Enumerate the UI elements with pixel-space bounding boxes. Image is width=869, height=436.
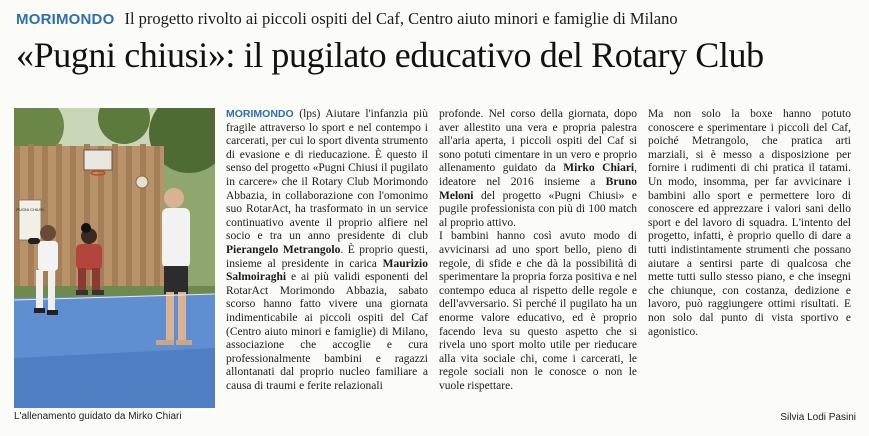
paragraph-1 xyxy=(226,108,428,393)
article-column-2 xyxy=(439,108,637,393)
paragraph-1-text-d: , xyxy=(634,162,637,175)
person-name: Bruno xyxy=(605,175,637,188)
dateline: MORIMONDO xyxy=(226,108,294,120)
person-name: Meloni xyxy=(439,189,474,202)
headline: «Pugni chiusi»: il pugilato educativo del Rotary Club xyxy=(16,35,764,75)
paragraph-1-text-d: ideatore nel 2016 insieme a xyxy=(439,175,596,188)
agency-tag: (lps) xyxy=(299,108,321,120)
training-photo xyxy=(14,108,215,408)
person-name: Chiari xyxy=(602,162,635,175)
person-name: Pierangelo Metrangolo xyxy=(226,243,341,256)
section-tag: MORIMONDO xyxy=(16,11,115,28)
paragraph-1-text-b: . È proprio questi, insieme al presidente in carica xyxy=(226,243,428,270)
person-name: Maurizio Salmoiraghi xyxy=(226,257,429,284)
paragraph-1-text-c: e ai più validi esponenti del RotarAct Morimondo Abbazia, sabato scorso hanno fatto vivere una giornata indimenticabile ai piccoli ospiti del Caf (Centro aiuto minori e famiglie) di Milano, associazione che accoglie e cura professionalmente bambini e ragazzi allontanati dal proprio nucleo familiare a causa di traumi e ferite relazionali xyxy=(226,271,428,392)
paragraph-3: Ma non solo la boxe hanno potuto conoscere e sperimentare i piccoli del Caf, poiché Metrangolo, che pratica arti marziali, si è messo a disposizione per fornire i rudimenti di chi pratica il tatami. Un modo, insomma, per far avvicinare i bambini allo sport e permettere loro di conoscere ed apprezzare i valori sani dello sport e del lavoro di squadra. L'intento del progetto, infatti, è proprio quello di dare a tutti indistintamente strumenti che possano aiutare a sentirsi parte di qualcosa che mette tutti sullo stesso piano, e che insegni che chiunque, con costanza, dedizione e lavoro, può raggiungere ottimi risultati. E non solo dal punto di vista sportivo e agonistico. xyxy=(648,108,851,338)
paragraph-1-text-e: progetto «Pugni Chiusi» e pugile professionista con più di 100 match al proprio attivo. xyxy=(439,189,638,229)
paragraph-1-text-a: Aiutare l'infanzia più fragile attraverso lo sport e nel contempo i carcerati, per cui lo sport diventa strumento di evasione e di rieducazione. È questo il senso del progetto «Pugni Chiusi il pugilato in carcere» che il Rotary Club Morimondo Abbazia, in collaborazione con l'omonimo suo RotarAct, ha trasformato in un service continuativo avente il proprio alfiere nel socio e tra un anno presidente di club xyxy=(226,108,428,243)
byline: Silvia Lodi Pasini xyxy=(780,412,856,423)
paragraph-1 xyxy=(439,108,637,230)
person-name: Mirko xyxy=(563,162,595,175)
kicker-text: Il progetto rivolto ai piccoli ospiti del Caf, Centro aiuto minori e famiglie di Milano xyxy=(124,9,678,28)
paragraph-1-text-c: profonde. Nel corso della giornata, dopo aver allestito una vera e propria palestra all'aria aperta, i piccoli ospiti del Caf si sono potuti cimentare in un vero e proprio allenamento guidato da xyxy=(439,108,637,175)
poster-text: PUGNI CHIUSI xyxy=(16,207,44,212)
paragraph-2: I bambini hanno così avuto modo di avvicinarsi ad uno sport bello, pieno di regole, di sfide e che dà la possibilità di sperimentare la propria forza positiva e nel contempo educa al rispetto delle regole e dell'avversario. Sì perché il pugilato ha un enorme valore educativo, ed è proprio facendo leva su questo aspetto che si rivela uno sport molto utile per rieducare alla vita sociale chi, come i carcerati, le regole sociali non le conosce o non le vuole rispettare. xyxy=(439,230,637,392)
article-column-3 xyxy=(648,108,851,339)
article-column-1 xyxy=(226,108,428,393)
kicker-line xyxy=(16,8,866,31)
photo-caption: L'allenamento guidato da Mirko Chiari xyxy=(14,411,182,422)
paragraph-1-text-e: del xyxy=(481,189,496,202)
